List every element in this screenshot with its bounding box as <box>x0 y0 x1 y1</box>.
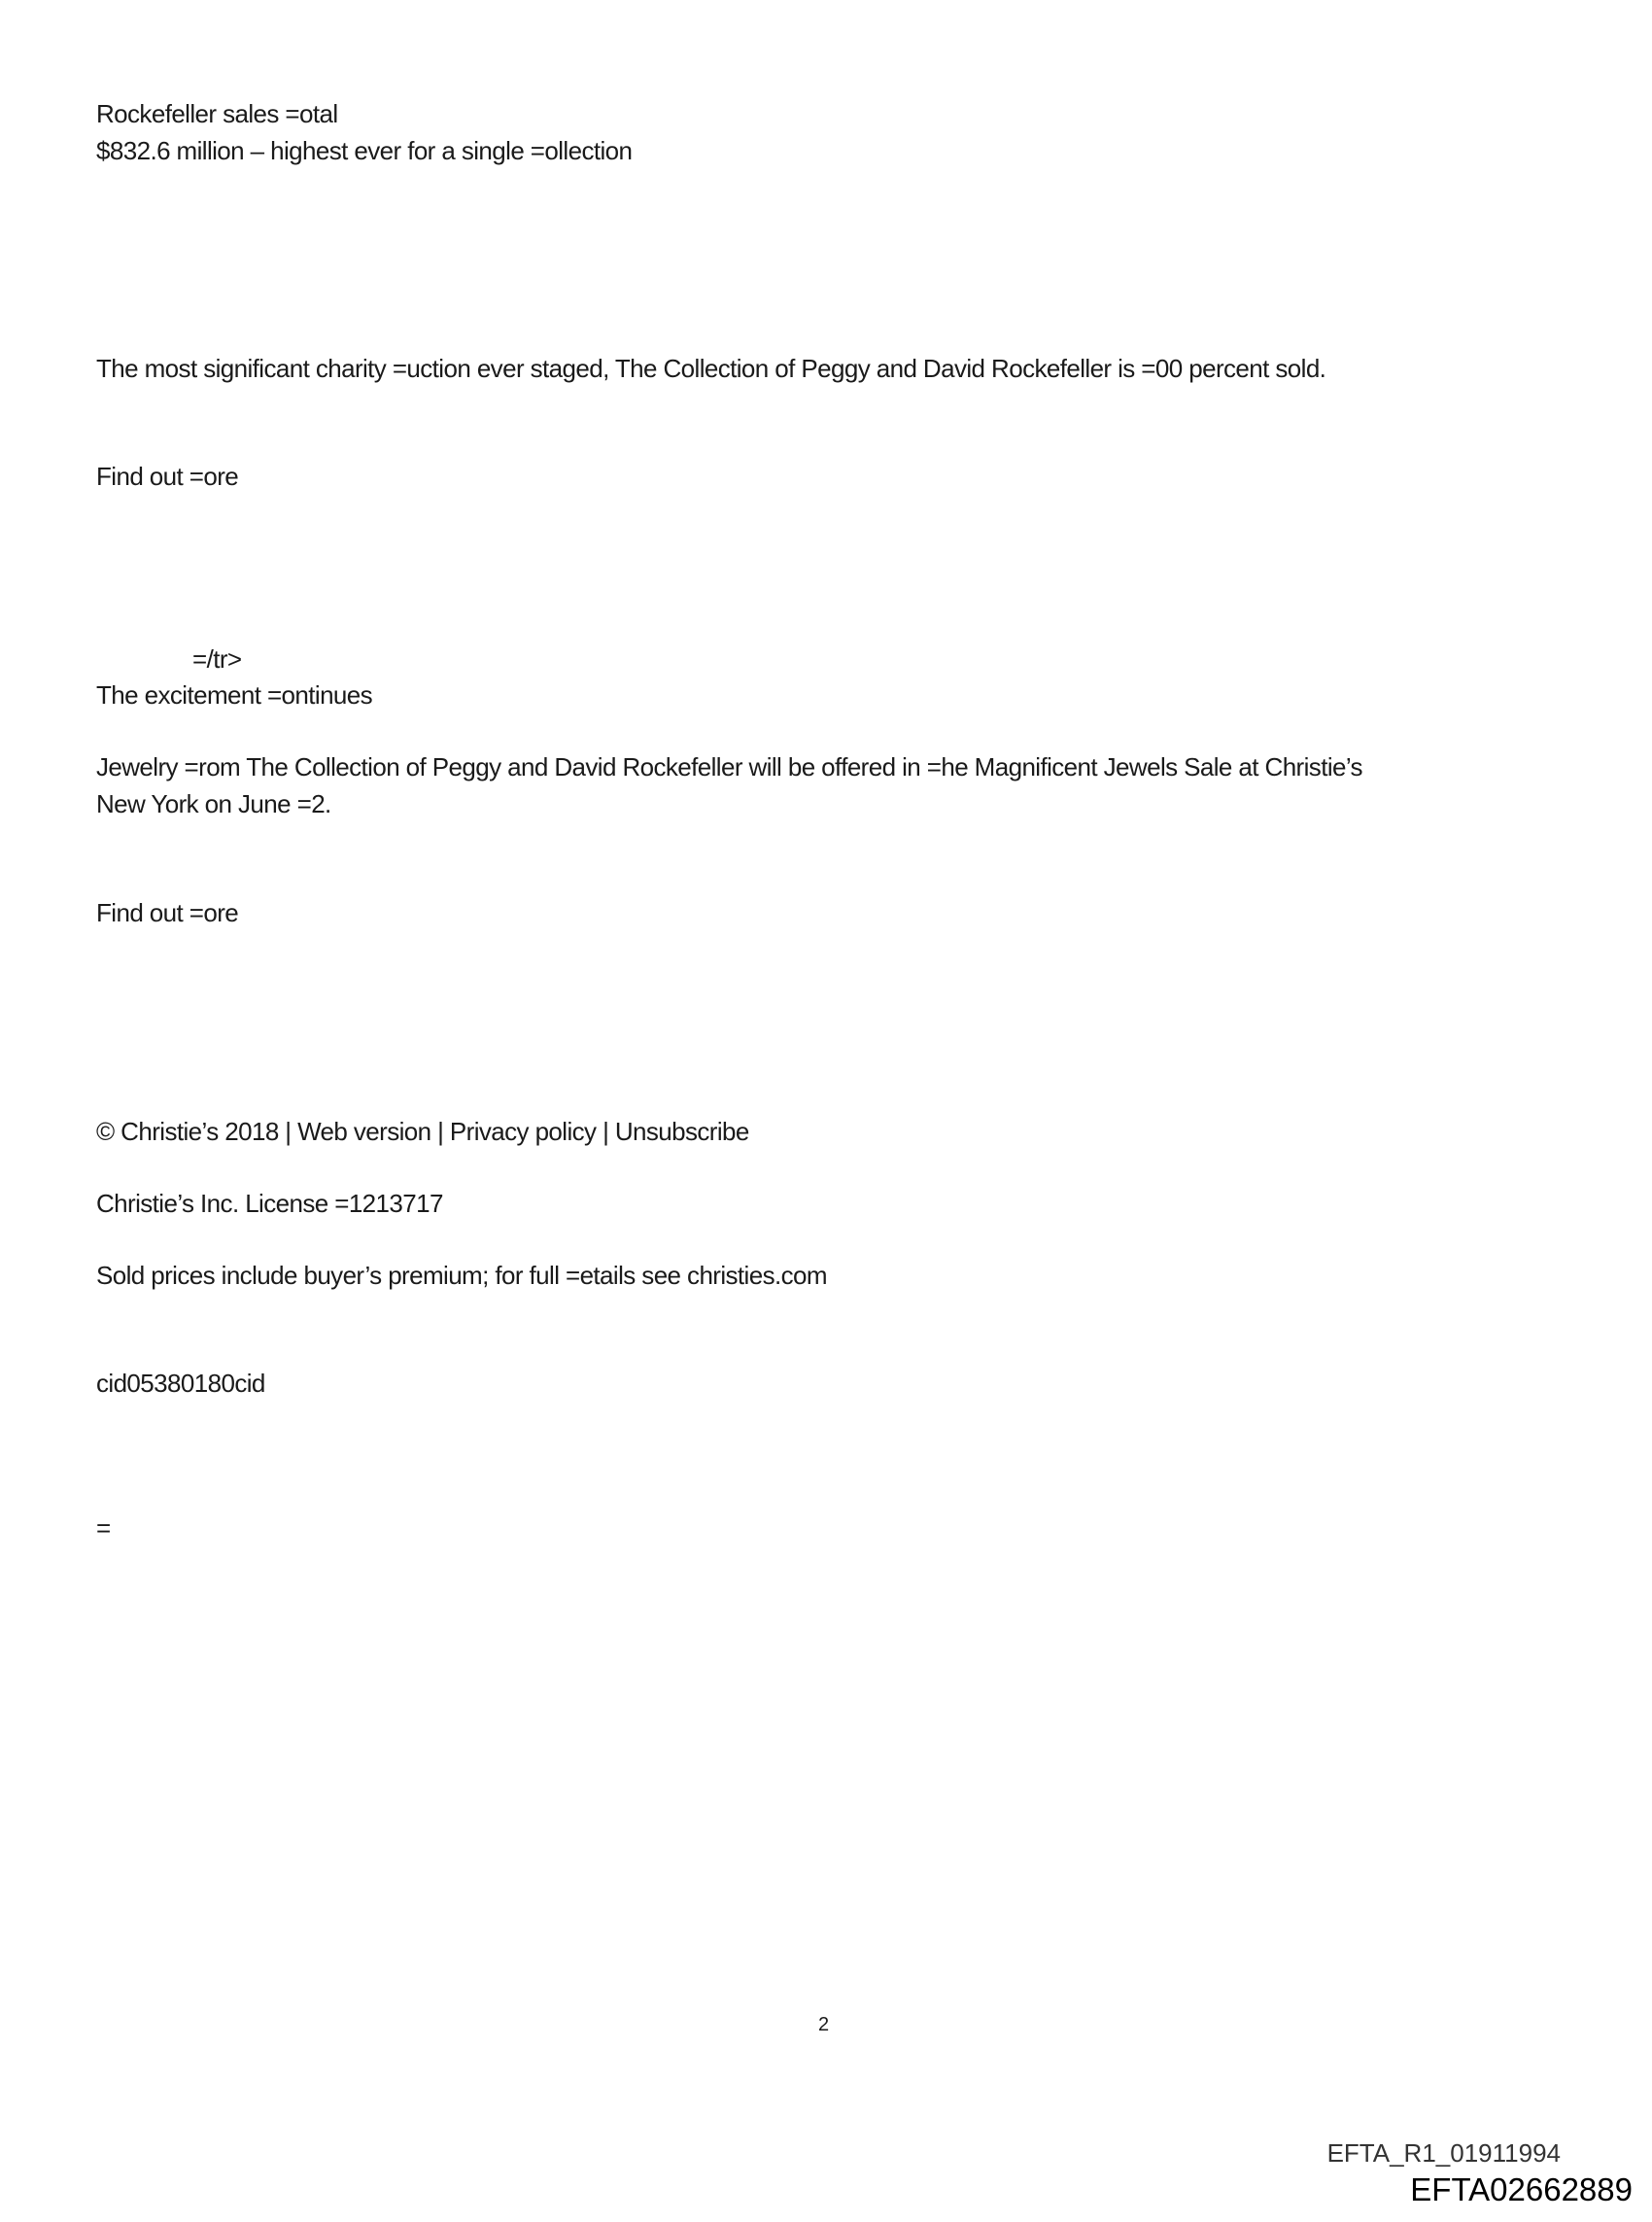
jewelry-text-line-1: Jewelry =rom The Collection of Peggy and David Rockefeller will be offered in =he Magnificent Jewels Sale at Christie’s <box>96 752 1362 781</box>
bates-id-main: EFTA02662889 <box>1410 2171 1633 2207</box>
jewelry-text-line-2: New York on June =2. <box>96 789 331 818</box>
footer-links[interactable]: © Christie’s 2018 | Web version | Privacy policy | Unsubscribe <box>96 1117 749 1146</box>
sales-total-heading: Rockefeller sales =otal <box>96 99 338 128</box>
cid-text: cid05380180cid <box>96 1369 265 1398</box>
license-text: Christie’s Inc. License =1213717 <box>96 1189 443 1218</box>
find-out-more-link[interactable]: Find out =ore <box>96 898 239 927</box>
sold-prices-note: Sold prices include buyer’s premium; for full =etails see christies.com <box>96 1261 827 1290</box>
bates-id-r1: EFTA_R1_01911994 <box>1326 2138 1561 2168</box>
page-number: 2 <box>818 2014 830 2035</box>
sales-total-value: $832.6 million – highest ever for a single =ollection <box>96 136 633 165</box>
trailing-equals: = <box>96 1513 111 1543</box>
tr-fragment: =/tr> <box>192 644 242 674</box>
excitement-heading: The excitement =ontinues <box>96 680 373 710</box>
find-out-more-link[interactable]: Find out =ore <box>96 462 239 491</box>
charity-text: The most significant charity =uction ever staged, The Collection of Peggy and David Rockefeller is =00 percent sold. <box>96 354 1326 383</box>
